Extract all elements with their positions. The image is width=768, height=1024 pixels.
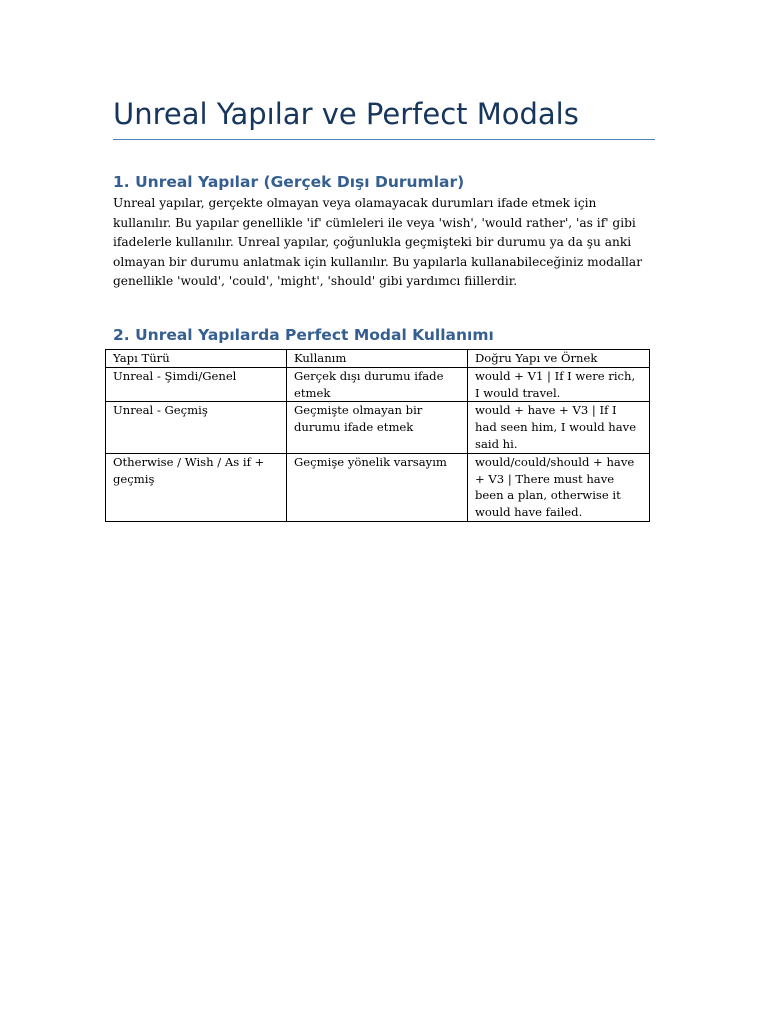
table-cell: would/could/should + have + V3 | There must have been a plan, otherwise it would have failed. [468, 453, 650, 521]
table-cell: Geçmişe yönelik varsayım [287, 453, 468, 521]
column-header-usage: Kullanım [287, 350, 468, 368]
table-row [106, 367, 650, 402]
table-row [106, 402, 650, 453]
column-header-correct-structure: Doğru Yapı ve Örnek [468, 350, 650, 368]
table-cell: Gerçek dışı durumu ifade etmek [287, 367, 468, 402]
section-heading-perfect-modals: 2. Unreal Yapılarda Perfect Modal Kullanımı [113, 326, 494, 344]
table-cell: Otherwise / Wish / As if + geçmiş [106, 453, 287, 521]
section-heading-unreal-structures: 1. Unreal Yapılar (Gerçek Dışı Durumlar) [113, 173, 465, 191]
section-paragraph-unreal-structures: Unreal yapılar, gerçekte olmayan veya olamayacak durumları ifade etmek için kullanılır. Bu yapılar genellikle 'if' cümleleri ile veya 'wish', 'would rather', 'as if' gibi ifadelerle kullanılır. Unreal yapılar, çoğunlukla geçmişteki bir durumu ya da şu anki olmayan bir durumu anlatmak için kullanılır. Bu yapılarla kullanabileceğiniz modallar genellikle 'would', 'could', 'might', 'should' gibi yardımcı fiillerdir. [113, 196, 643, 289]
title-underline [113, 139, 655, 140]
table-cell: would + have + V3 | If I had seen him, I would have said hi. [468, 402, 650, 453]
document-title: Unreal Yapılar ve Perfect Modals [113, 97, 579, 131]
table-row [106, 453, 650, 521]
table-header-row [106, 350, 650, 368]
table-cell: Geçmişte olmayan bir durumu ifade etmek [287, 402, 468, 453]
table-cell: Unreal - Şimdi/Genel [106, 367, 287, 402]
perfect-modal-table [105, 349, 650, 522]
table-cell: Unreal - Geçmiş [106, 402, 287, 453]
column-header-structure-type: Yapı Türü [106, 350, 287, 368]
table-cell: would + V1 | If I were rich, I would travel. [468, 367, 650, 402]
